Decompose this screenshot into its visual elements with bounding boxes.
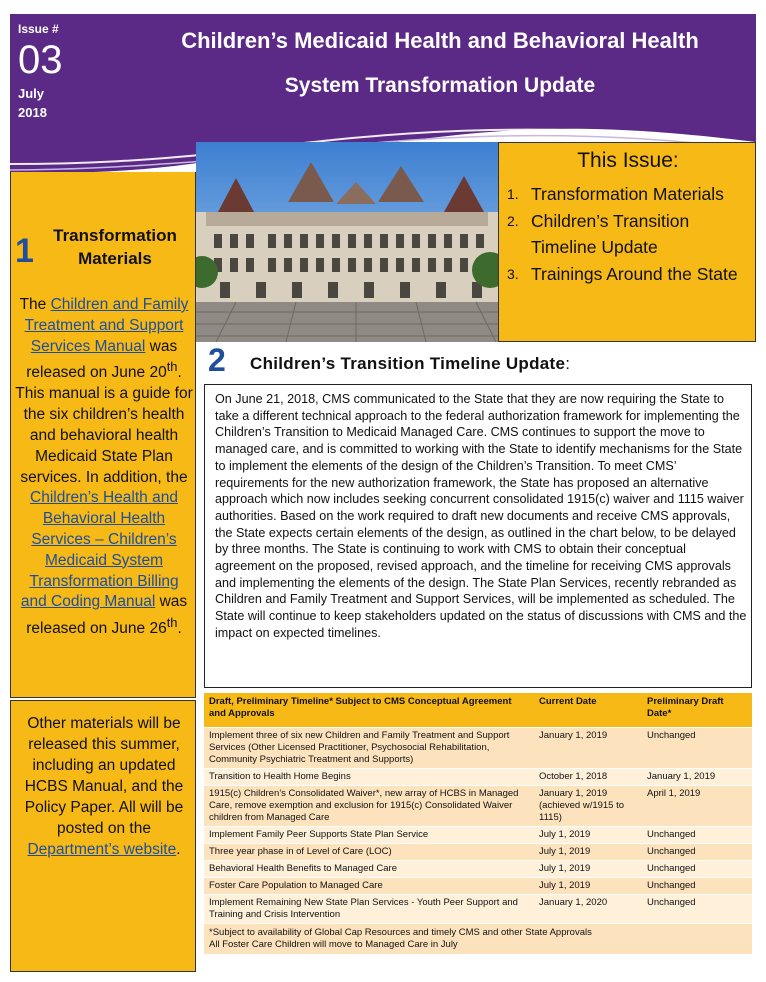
table-cell: Implement three of six new Children and Family Treatment and Support Services (Other Licensed Practitioner, Psychosocial Rehabilitation, Community Psychiatric Treatment and Supports) bbox=[204, 727, 534, 768]
table-cell: Transition to Health Home Begins bbox=[204, 768, 534, 785]
this-issue-item bbox=[507, 208, 753, 261]
section1-text: was released on June 20 bbox=[26, 337, 178, 382]
table-cell: July 1, 2019 bbox=[534, 877, 642, 894]
timeline-header-milestone: Draft, Preliminary Timeline* Subject to CMS Conceptual Agreement and Approvals bbox=[204, 693, 534, 727]
section2-title-colon: : bbox=[565, 354, 571, 373]
table-cell: Foster Care Population to Managed Care bbox=[204, 877, 534, 894]
table-cell: July 1, 2019 bbox=[534, 826, 642, 843]
table-footnote-row bbox=[204, 923, 752, 954]
table-cell: Behavioral Health Benefits to Managed Care bbox=[204, 860, 534, 877]
issue-number: 03 bbox=[18, 38, 63, 82]
table-cell: Unchanged bbox=[642, 894, 752, 923]
this-issue-item-number: 1. bbox=[507, 186, 519, 202]
other-materials-box bbox=[10, 700, 196, 972]
table-footnote-line1: *Subject to availability of Global Cap Resources and timely CMS and other State Approvals bbox=[209, 926, 592, 938]
section1-number: 1 bbox=[15, 232, 34, 270]
this-issue-box bbox=[498, 142, 756, 342]
this-issue-item-number: 2. bbox=[507, 212, 519, 229]
table-row bbox=[204, 877, 752, 894]
table-cell: Unchanged bbox=[642, 877, 752, 894]
section1-text: . This manual is a guide for the six children’s health and behavioral health Medicaid State Plan services. In addition, the bbox=[15, 364, 193, 486]
table-cell: Implement Remaining New State Plan Services - Youth Peer Support and Training and Crisis Intervention bbox=[204, 894, 534, 923]
section2-body: On June 21, 2018, CMS communicated to the State that they are now requiring the State to take a different technical approach to the federal authorization framework for implementing the Children’s Transition to Medicaid Managed Care. CMS continues to support the move to managed care, and is committed to working with the State to identify mechanisms for the State to implement the elements of the design of the Children’s Transition. To meet CMS’ requirements for the new authorization framework, the State has proposed an alternative approach which now includes seeking concurrent consolidated 1915(c) waiver and 1115 waiver authorities. Based on the work required to draft new documents and receive CMS approvals, the State expects certain elements of the design, as outlined in the chart below, to be delayed by three months. The State is continuing to work with CMS to obtain their conceptual agreement on the proposed, revised approach, and the timeline for receiving CMS approvals and implementing the elements of the design. The State Plan Services, recently rebranded as Children and Family Treatment and Support Services, will be implemented as scheduled. The State will continue to keep stakeholders updated on the status of discussions with CMS and the impact on expected timelines. bbox=[215, 392, 747, 640]
section1-superscript: th bbox=[166, 615, 178, 631]
table-row bbox=[204, 826, 752, 843]
table-cell: January 1, 2019 bbox=[642, 768, 752, 785]
this-issue-item-label: Transformation Materials bbox=[531, 184, 724, 204]
section2-body-box bbox=[204, 384, 752, 688]
other-materials-body: Other materials will be released this summer, including an updated HCBS Manual, and the Policy Paper. All will be posted on the bbox=[24, 715, 184, 837]
this-issue-title: This Issue: bbox=[577, 149, 679, 172]
section1-text: The bbox=[19, 296, 51, 313]
table-row bbox=[204, 860, 752, 877]
table-cell: October 1, 2018 bbox=[534, 768, 642, 785]
section2-title bbox=[250, 354, 570, 374]
newsletter-title-line1: Children’s Medicaid Health and Behavioral Health bbox=[181, 28, 699, 53]
table-cell: Unchanged bbox=[642, 826, 752, 843]
section2-number: 2 bbox=[208, 342, 226, 378]
this-issue-item bbox=[507, 261, 753, 288]
timeline-header-current-date: Current Date bbox=[534, 693, 642, 727]
table-footnote-line2: All Foster Care Children will move to Managed Care in July bbox=[209, 938, 458, 950]
section1-text: . bbox=[177, 620, 182, 638]
table-row bbox=[204, 894, 752, 923]
this-issue-item bbox=[507, 181, 753, 208]
table-cell: Unchanged bbox=[642, 727, 752, 768]
this-issue-item-number: 3. bbox=[507, 265, 519, 282]
other-materials-end: . bbox=[176, 841, 181, 858]
section1-sidebar bbox=[10, 172, 196, 698]
table-row bbox=[204, 727, 752, 768]
section1-text: was released on June 26 bbox=[26, 593, 188, 638]
table-cell: Unchanged bbox=[642, 843, 752, 860]
billing-coding-manual-link[interactable]: Children’s Health and Behavioral Health Services – Children’s Medicaid System Transformation Billing and Coding Manual bbox=[20, 489, 179, 611]
this-issue-item-label: Trainings Around the State bbox=[531, 263, 738, 284]
table-cell: Three year phase in of Level of Care (LOC) bbox=[204, 843, 534, 860]
table-row bbox=[204, 785, 752, 826]
section1-superscript: th bbox=[166, 359, 178, 375]
issue-month: July bbox=[18, 86, 45, 101]
table-cell: 1915(c) Children’s Consolidated Waiver*, new array of HCBS in Managed Care, remove exemption and exclusion for 1915(c) Consolidated Waiver children from Managed Care bbox=[204, 785, 534, 826]
table-cell: January 1, 2020 bbox=[534, 894, 642, 923]
department-website-link[interactable]: Department’s website bbox=[27, 841, 177, 858]
table-cell: Unchanged bbox=[642, 860, 752, 877]
table-row bbox=[204, 843, 752, 860]
table-footnote bbox=[204, 923, 752, 954]
this-issue-item-label: Children’s Transition Timeline Update bbox=[531, 210, 690, 257]
issue-info bbox=[18, 22, 63, 120]
this-issue-list bbox=[507, 181, 753, 287]
section1-body bbox=[15, 295, 193, 640]
table-row bbox=[204, 768, 752, 785]
family-treatment-manual-link[interactable]: Children and Family Treatment and Support Services Manual bbox=[24, 296, 189, 355]
table-cell: July 1, 2019 bbox=[534, 843, 642, 860]
other-materials-text bbox=[15, 713, 193, 860]
section1-title: Transformation Materials bbox=[53, 226, 177, 268]
section2-title-text: Children’s Transition Timeline Update bbox=[250, 354, 566, 373]
newsletter-title-line2: System Transformation Update bbox=[284, 74, 596, 97]
table-cell: January 1, 2019 (achieved w/1915 to 1115) bbox=[534, 785, 642, 826]
table-cell: April 1, 2019 bbox=[642, 785, 752, 826]
timeline-header-draft-date: Preliminary Draft Date* bbox=[642, 693, 752, 727]
table-cell: January 1, 2019 bbox=[534, 727, 642, 768]
timeline-table-header bbox=[204, 693, 752, 727]
capitol-building-photo bbox=[196, 142, 498, 342]
timeline-table bbox=[204, 693, 752, 955]
table-cell: Implement Family Peer Supports State Plan Service bbox=[204, 826, 534, 843]
issue-year: 2018 bbox=[18, 105, 47, 120]
issue-label: Issue # bbox=[18, 22, 59, 36]
table-cell: July 1, 2019 bbox=[534, 860, 642, 877]
